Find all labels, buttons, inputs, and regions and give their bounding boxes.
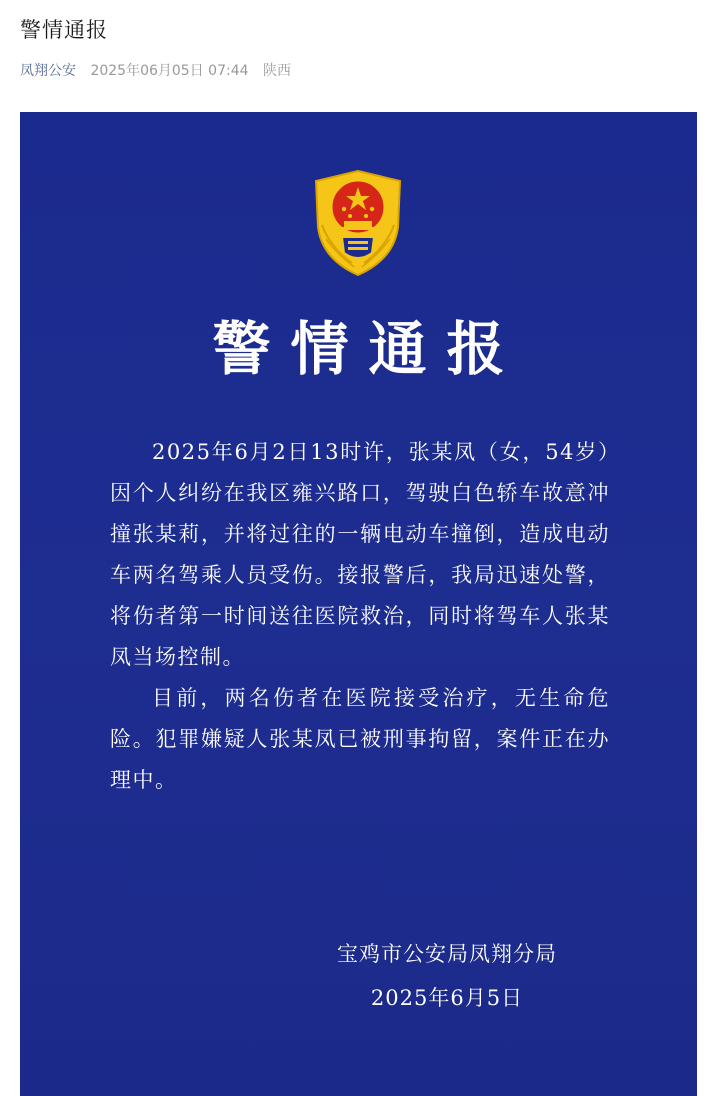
author-link[interactable]: 凤翔公安 — [20, 63, 76, 79]
notice-signature-block — [337, 932, 557, 1020]
article-meta — [20, 60, 291, 80]
publish-time: 2025年06月05日 07:44 — [90, 63, 249, 79]
notice-poster — [20, 112, 697, 1096]
notice-paragraph: 目前，两名伤者在医院接受治疗，无生命危险。犯罪嫌疑人张某凤已被刑事拘留，案件正在办理中。 — [110, 686, 610, 792]
publish-location: 陕西 — [262, 63, 291, 79]
issuing-authority: 宝鸡市公安局凤翔分局 — [337, 942, 557, 966]
notice-body — [110, 432, 610, 801]
notice-heading: 警情通报 — [212, 315, 525, 383]
notice-paragraph: 2025年6月2日13时许，张某凤（女，54岁）因个人纠纷在我区雍兴路口，驾驶白色轿车故意冲撞张某莉，并将过往的一辆电动车撞倒，造成电动车两名驾乘人员受伤。接报警后，我局迅速处警，将伤者第一时间送往医院救治，同时将驾车人张某凤当场控制。 — [110, 440, 610, 669]
police-emblem-icon — [308, 167, 408, 279]
issue-date: 2025年6月5日 — [370, 986, 524, 1010]
article-title: 警情通报 — [20, 18, 108, 42]
